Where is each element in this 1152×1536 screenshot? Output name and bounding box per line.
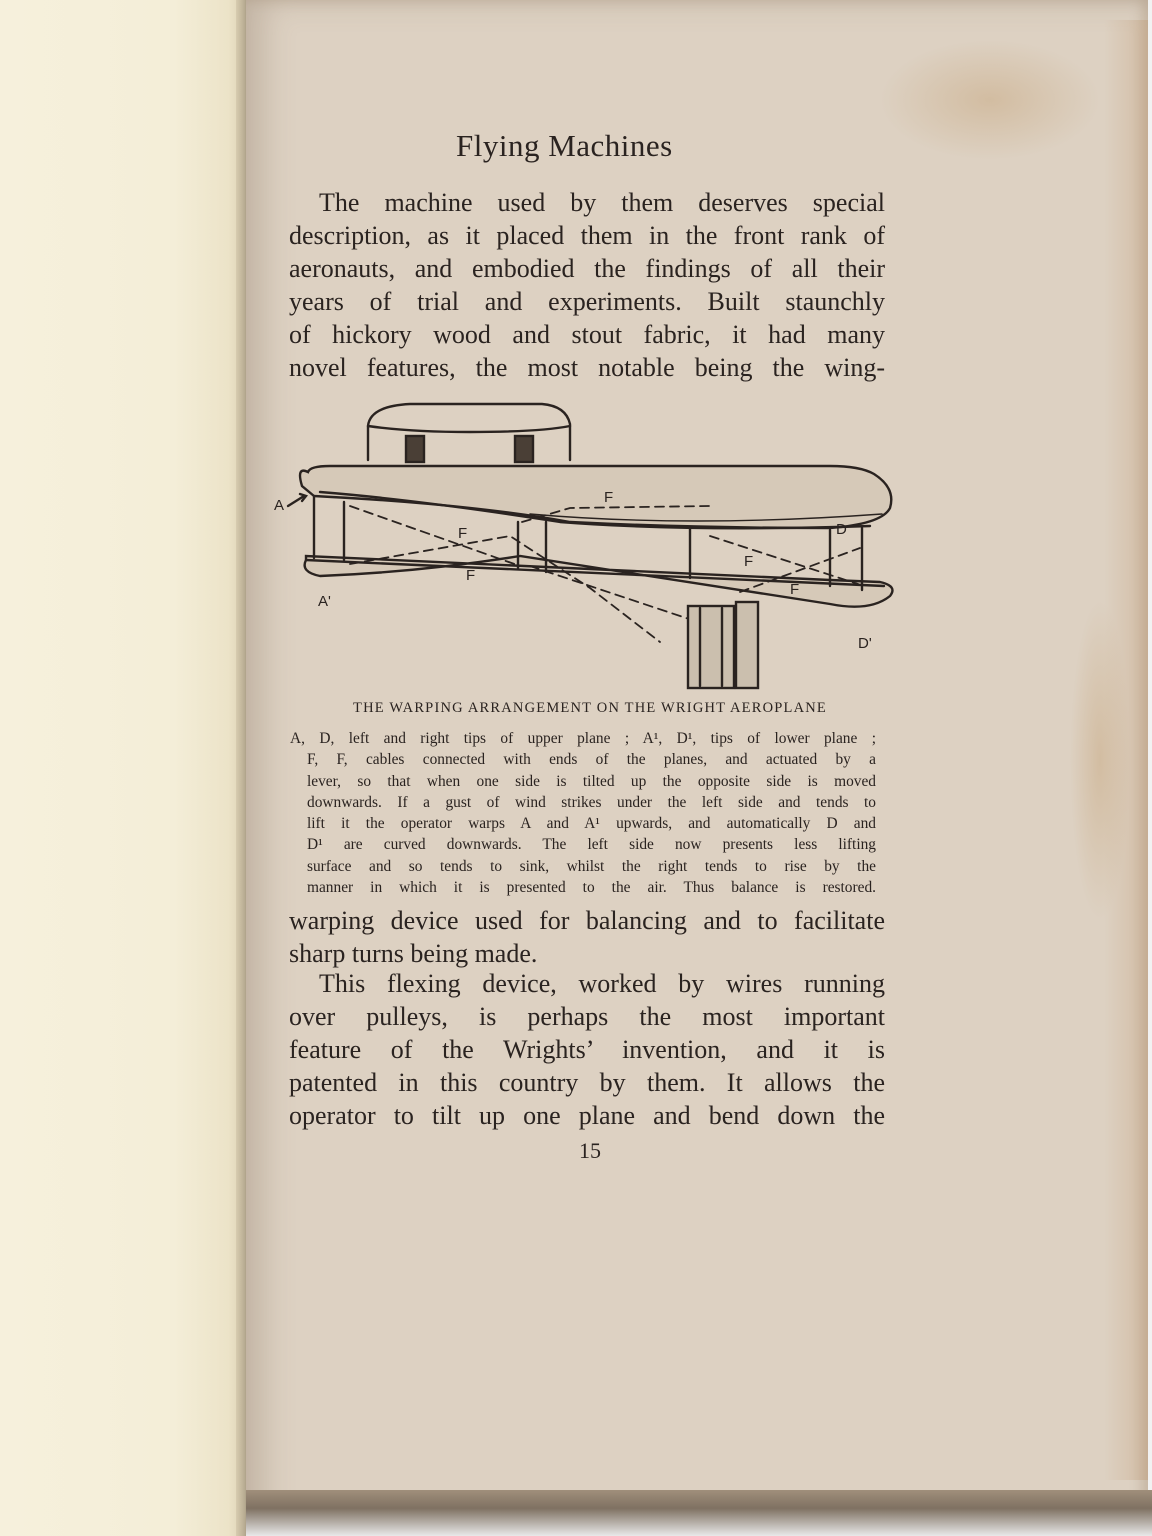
label-d-prime: D' bbox=[858, 635, 872, 652]
label-a: A bbox=[274, 497, 285, 514]
text-line: The machine used by them deserves special bbox=[319, 188, 885, 217]
label-f: F bbox=[744, 553, 754, 570]
elevator-strut bbox=[515, 436, 533, 462]
label-f: F bbox=[458, 525, 468, 542]
elevator-strut bbox=[406, 436, 424, 462]
caption-line: F, F, cables connected with ends of the planes, and actuated by a bbox=[307, 751, 876, 769]
label-f: F bbox=[466, 567, 476, 584]
rudder bbox=[688, 606, 734, 688]
foxing-stain bbox=[1070, 600, 1130, 920]
caption-line: downwards. If a gust of wind strikes under the left side and tends to bbox=[307, 793, 876, 811]
background-edge bbox=[1148, 0, 1152, 1536]
running-head: Flying Machines bbox=[456, 128, 673, 163]
label-f: F bbox=[604, 489, 614, 506]
wright-aeroplane-illustration bbox=[270, 396, 910, 696]
text-line: patented in this country by them. It allows the bbox=[289, 1068, 885, 1097]
paragraph-1 bbox=[289, 186, 885, 384]
caption-line: lever, so that when one side is tilted up the opposite side is moved bbox=[307, 772, 876, 790]
caption-line: D¹ are curved downwards. The left side now presents less lifting bbox=[307, 836, 876, 854]
text-line: sharp turns being made. bbox=[289, 939, 538, 968]
caption-line: lift it the operator warps A and A¹ upwards, and automatically D and bbox=[307, 815, 876, 833]
water-stain bbox=[880, 40, 1100, 160]
text-line: operator to tilt up one plane and bend down the bbox=[289, 1101, 885, 1130]
rudder-edge bbox=[736, 602, 758, 688]
text-line: years of trial and experiments. Built staunchly bbox=[289, 287, 885, 316]
label-d: D bbox=[836, 521, 847, 538]
text-line: novel features, the most notable being the wing- bbox=[289, 353, 885, 382]
figure-caption bbox=[290, 728, 876, 898]
paragraph-2 bbox=[289, 904, 885, 970]
text-line: This flexing device, worked by wires running bbox=[319, 969, 885, 998]
label-a-prime: A' bbox=[318, 593, 331, 610]
warping-cable bbox=[350, 506, 520, 566]
text-line: feature of the Wrights’ invention, and it is bbox=[289, 1035, 885, 1064]
book-cover-edge bbox=[246, 1490, 1152, 1536]
figure-caption-title: THE WARPING ARRANGEMENT ON THE WRIGHT AEROPLANE bbox=[353, 700, 827, 716]
caption-line: A, D, left and right tips of upper plane ; A¹, D¹, tips of lower plane ; bbox=[290, 730, 876, 747]
caption-line: manner in which it is presented to the air. Thus balance is restored. bbox=[307, 879, 876, 897]
caption-line: surface and so tends to sink, whilst the right tends to rise by the bbox=[307, 857, 876, 875]
paragraph-3 bbox=[289, 967, 885, 1132]
warping-cable bbox=[350, 536, 660, 642]
page-number: 15 bbox=[579, 1138, 601, 1163]
text-line: description, as it placed them in the front rank of bbox=[289, 221, 885, 250]
text-line: over pulleys, is perhaps the most important bbox=[289, 1002, 885, 1031]
text-line: of hickory wood and stout fabric, it had many bbox=[289, 320, 885, 349]
elevator-edge bbox=[368, 426, 570, 432]
text-line: aeronauts, and embodied the findings of all their bbox=[289, 254, 885, 283]
facing-blank-page bbox=[0, 0, 248, 1536]
label-f: F bbox=[790, 581, 800, 598]
text-line: warping device used for balancing and to facilitate bbox=[289, 906, 885, 935]
